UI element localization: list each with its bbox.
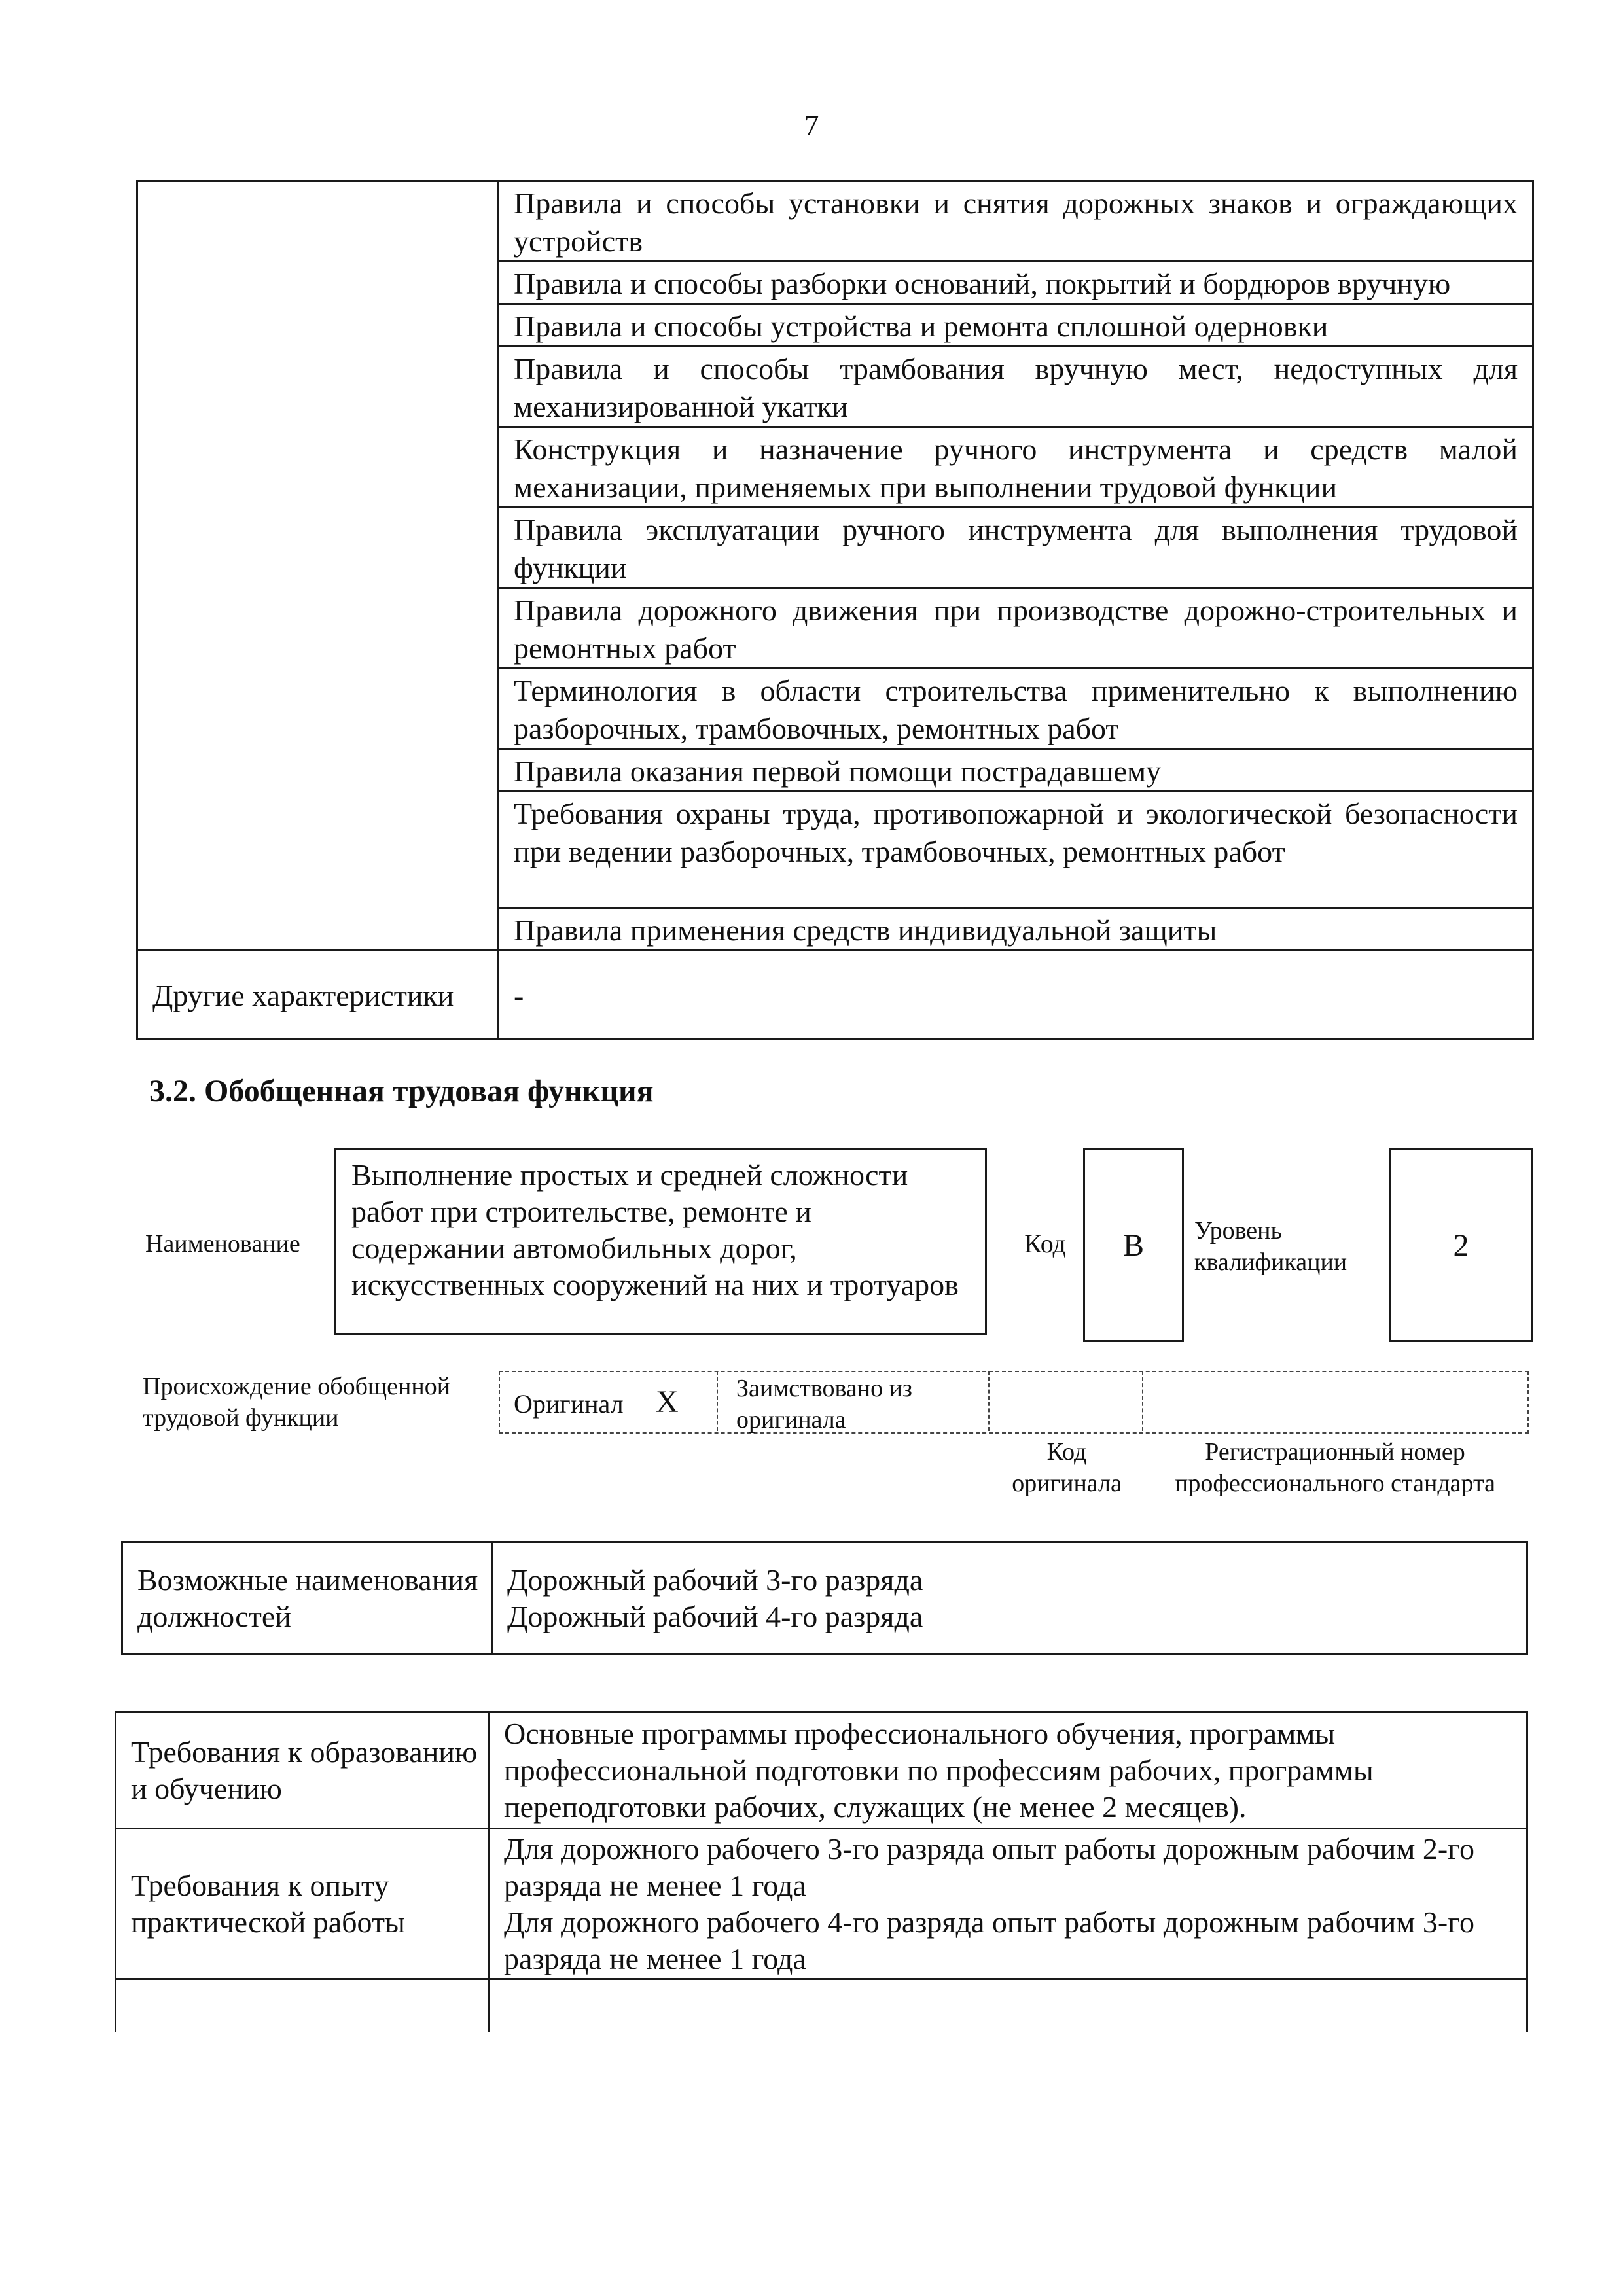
other-characteristics-value: -: [499, 951, 1533, 1039]
education-label: Требования к образованию и обучению: [116, 1712, 489, 1829]
positions-table: [121, 1541, 1528, 1655]
knowledge-item: Требования охраны труда, противопожарной и экологической безопасности при ведении разборочных, трамбовочных, ремонтных работ: [499, 792, 1533, 908]
origin-label: Происхождение обобщенной трудовой функции: [143, 1373, 451, 1432]
knowledge-table: [136, 180, 1534, 1040]
other-characteristics-label: Другие характеристики: [137, 951, 499, 1039]
knowledge-item: Правила оказания первой помощи пострадавшему: [499, 749, 1533, 792]
name-label: Наименование: [145, 1230, 300, 1258]
origin-code-caption: Код оригинала: [1012, 1438, 1122, 1497]
knowledge-item: Правила и способы установки и снятия дорожных знаков и ограждающих устройств: [499, 181, 1533, 262]
origin-dashed-box: [499, 1371, 1529, 1434]
code-label: Код: [1024, 1229, 1066, 1258]
original-label: Оригинал: [514, 1389, 624, 1419]
position-item: Дорожный рабочий 4-го разряда: [507, 1599, 923, 1633]
knowledge-item: Правила эксплуатации ручного инструмента для выполнения трудовой функции: [499, 508, 1533, 588]
experience-item: Для дорожного рабочего 4-го разряда опыт работы дорожным рабочим 3-го разряда не менее 1 года: [504, 1905, 1474, 1975]
level-value: 2: [1389, 1148, 1533, 1342]
knowledge-item: Правила дорожного движения при производстве дорожно-строительных и ремонтных работ: [499, 588, 1533, 669]
education-value: Основные программы профессионального обучения, программы профессиональной подготовки по профессиям рабочих, программы переподготовки рабочих, служащих (не менее 2 месяцев).: [489, 1712, 1527, 1829]
requirements-table: [115, 1711, 1528, 2032]
origin-divider: [988, 1371, 990, 1431]
reg-number-caption: Регистрационный номер профессионального стандарта: [1175, 1438, 1495, 1497]
knowledge-item: Правила и способы разборки оснований, покрытий и бордюров вручную: [499, 262, 1533, 304]
knowledge-item: Правила и способы трамбования вручную мест, недоступных для механизированной укатки: [499, 347, 1533, 427]
knowledge-item: Конструкция и назначение ручного инструмента и средств малой механизации, применяемых при выполнении трудовой функции: [499, 427, 1533, 508]
knowledge-left-cell: [137, 181, 499, 951]
empty-right-cell: [489, 1979, 1527, 2032]
position-item: Дорожный рабочий 3-го разряда: [507, 1563, 923, 1597]
level-label: Уровень квалификации: [1194, 1217, 1347, 1276]
original-mark: X: [656, 1385, 679, 1419]
knowledge-item: Правила и способы устройства и ремонта сплошной одерновки: [499, 304, 1533, 347]
code-value: B: [1083, 1148, 1184, 1342]
section-title: 3.2. Обобщенная трудовая функция: [149, 1074, 654, 1108]
origin-divider: [717, 1371, 718, 1431]
empty-left-cell: [116, 1979, 489, 2032]
knowledge-item: Правила применения средств индивидуальной защиты: [499, 908, 1533, 951]
name-value: Выполнение простых и средней сложности работ при строительстве, ремонте и содержании автомобильных дорог, искусственных сооружений на них и тротуаров: [334, 1148, 987, 1335]
experience-label: Требования к опыту практической работы: [116, 1829, 489, 1979]
positions-label: Возможные наименования должностей: [122, 1542, 492, 1655]
borrowed-label: Заимствовано из оригинала: [736, 1375, 912, 1434]
page-number: 7: [804, 109, 819, 142]
knowledge-item: Терминология в области строительства применительно к выполнению разборочных, трамбовочных, ремонтных работ: [499, 669, 1533, 749]
experience-item: Для дорожного рабочего 3-го разряда опыт работы дорожным рабочим 2-го разряда не менее 1 года: [504, 1831, 1474, 1902]
origin-divider: [1142, 1371, 1143, 1431]
